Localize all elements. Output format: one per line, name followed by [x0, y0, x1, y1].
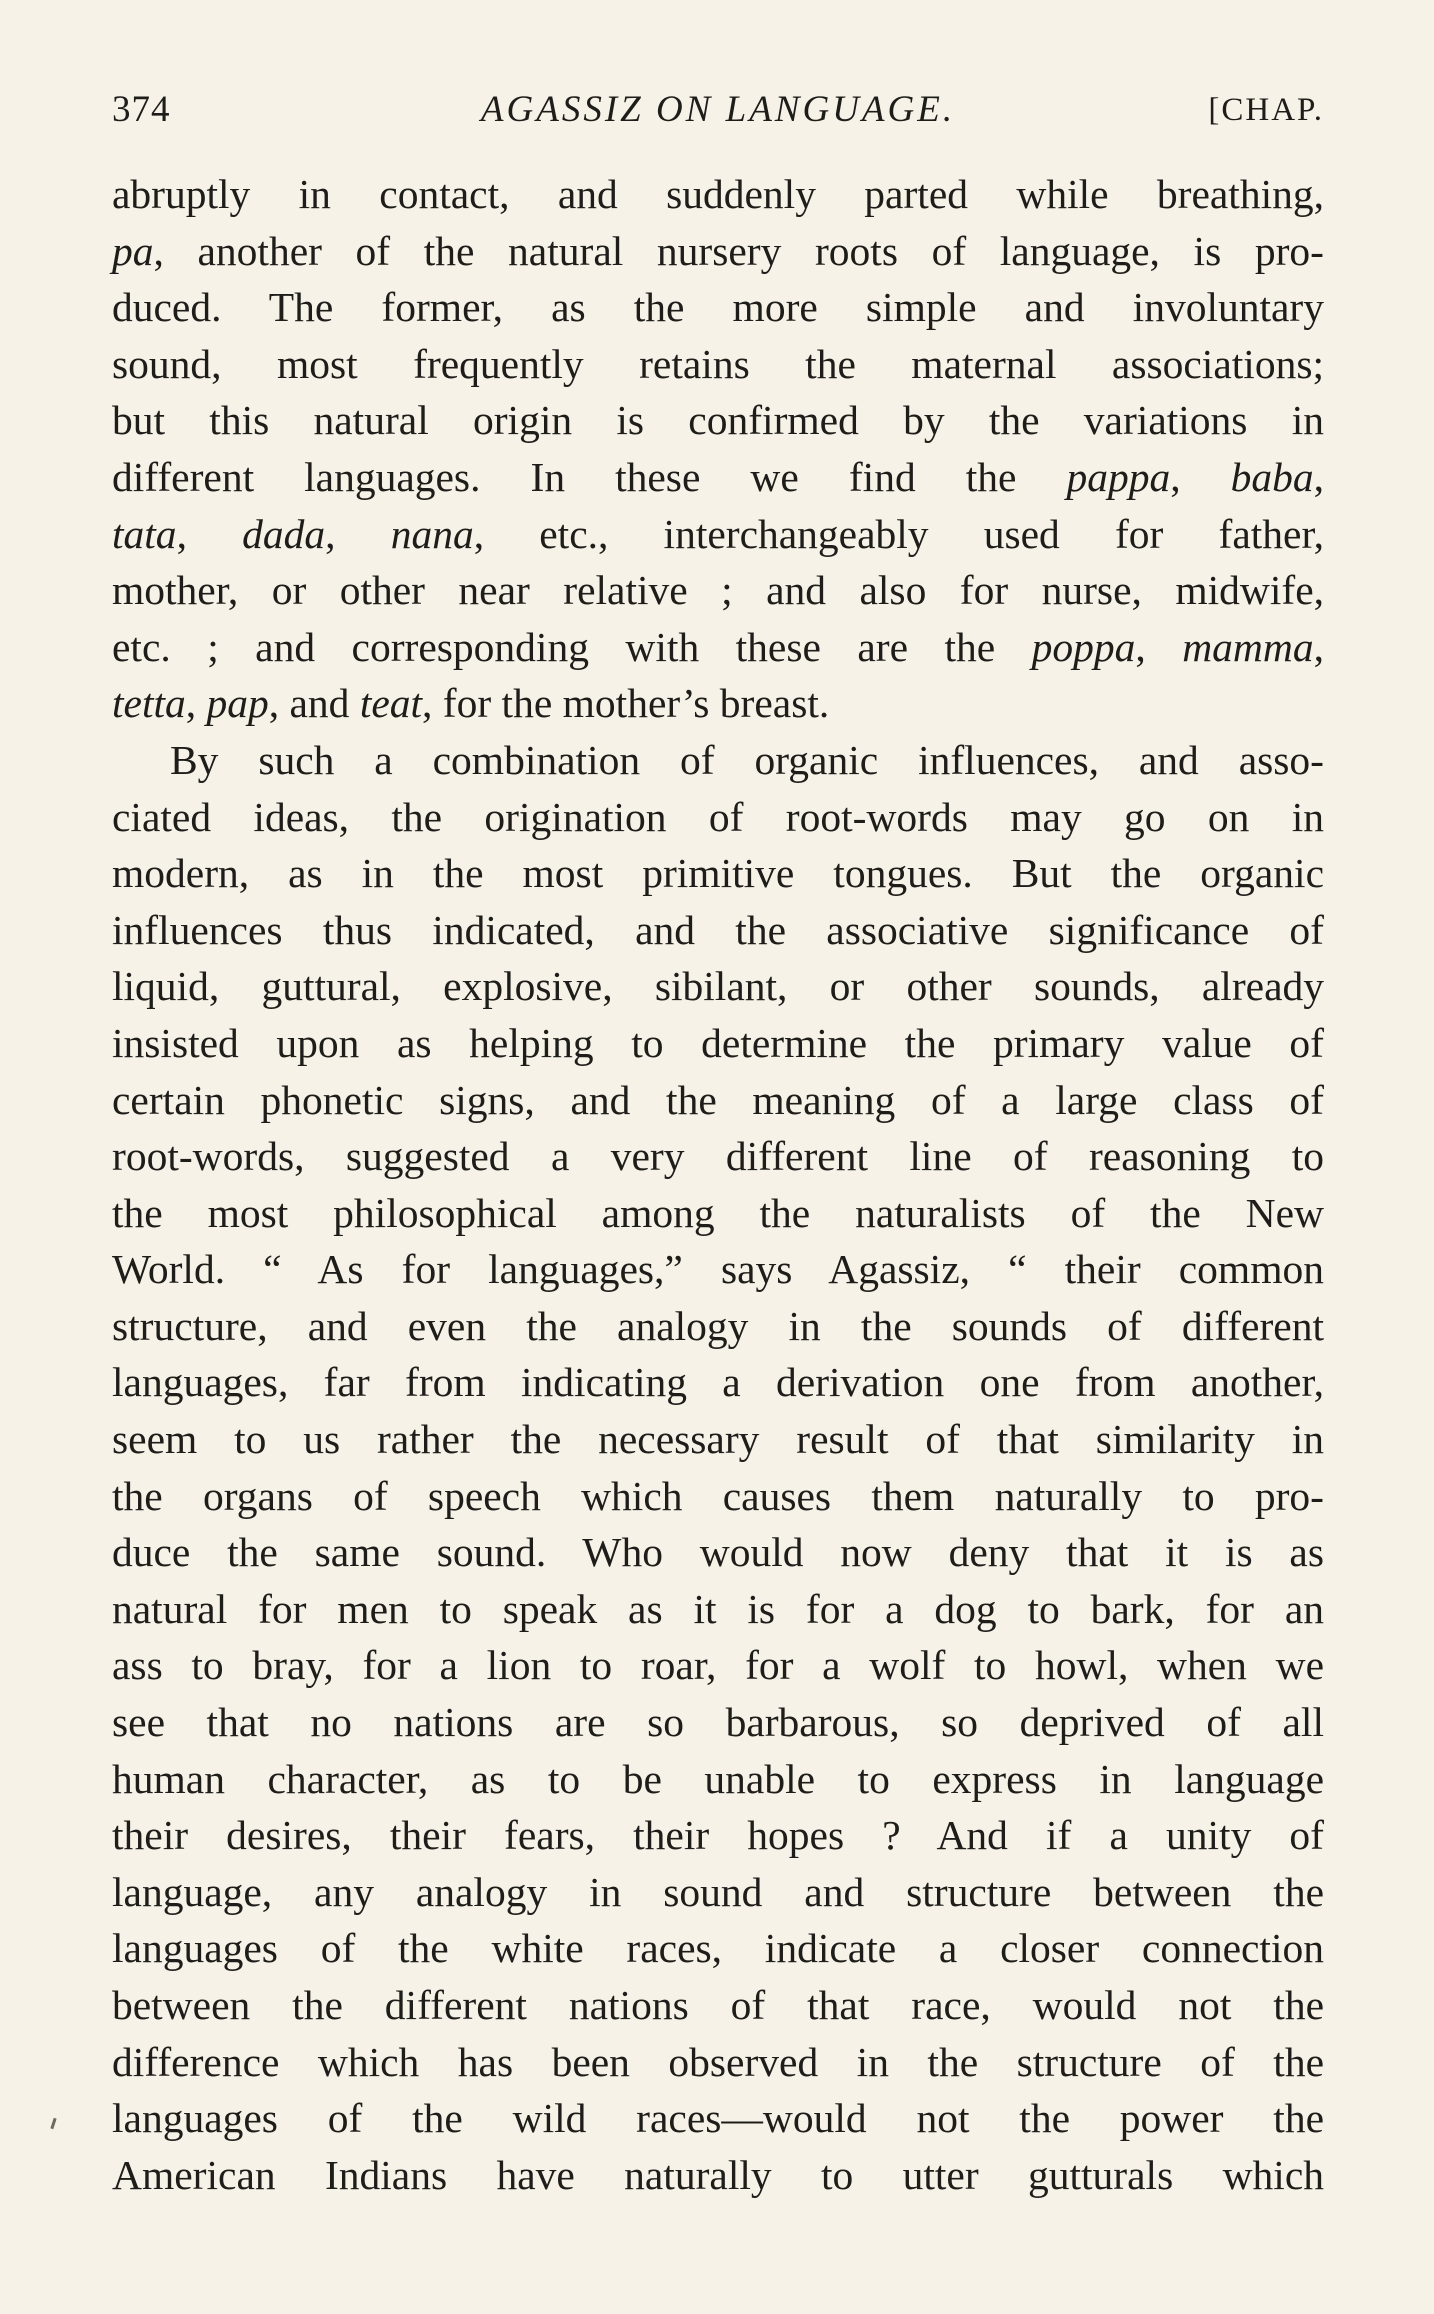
text-line: duced. The former, as the more simple and involuntary [112, 284, 1324, 331]
text-line: different languages. In these we find the pappa, baba, [112, 453, 1325, 500]
text-line: language, any analogy in sound and structure between the [112, 1868, 1324, 1915]
text-line: languages of the white races, indicate a closer connection [112, 1925, 1324, 1972]
text-line: languages of the wild races—would not the power the [112, 2095, 1324, 2142]
text-line: World. “ As for languages,” says Agassiz, “ their common [112, 1246, 1324, 1293]
text-line: abruptly in contact, and suddenly parted while breathing, [112, 171, 1324, 217]
text-line: influences thus indicated, and the associative significance of [112, 906, 1324, 953]
running-head [112, 80, 1324, 140]
text-line: insisted upon as helping to determine the primary value of [112, 1019, 1324, 1066]
text-line: mother, or other near relative ; and also for nurse, midwife, [112, 567, 1324, 614]
text-line: between the different nations of that race, would not the [112, 1982, 1324, 2028]
text-line: etc. ; and corresponding with these are the poppa, mamma, [112, 623, 1324, 670]
text-line: the most philosophical among the naturalists of the New [112, 1189, 1324, 1236]
text-line: certain phonetic signs, and the meaning of a large class of [112, 1076, 1324, 1123]
margin-mark [50, 2118, 56, 2129]
text-line: languages, far from indicating a derivation one from another, [112, 1359, 1324, 1406]
text-line: but this natural origin is confirmed by the variations in [112, 397, 1324, 444]
page-number: 374 [112, 89, 171, 130]
text-line: root-words, suggested a very different line of reasoning to [112, 1133, 1324, 1180]
text-line: human character, as to be unable to express in language [112, 1755, 1324, 1802]
text-line: tetta, pap, and teat, for the mother’s breast. [112, 680, 830, 727]
text-line: the organs of speech which causes them naturally to pro- [112, 1472, 1324, 1519]
text-line: American Indians have naturally to utter gutturals which [112, 2151, 1324, 2198]
text-line: their desires, their fears, their hopes ? And if a unity of [112, 1812, 1324, 1859]
text-line: see that no nations are so barbarous, so deprived of all [112, 1699, 1324, 1746]
text-line: pa, another of the natural nursery roots of language, is pro- [112, 227, 1324, 274]
text-line: difference which has been observed in the structure of the [112, 2038, 1324, 2085]
text-line: natural for men to speak as it is for a dog to bark, for an [112, 1585, 1324, 1632]
text-line: tata, dada, nana, etc., interchangeably used for father, [112, 510, 1325, 557]
body-text [112, 166, 1324, 2203]
running-title: AGASSIZ ON LANGUAGE. [480, 89, 956, 130]
text-line: ass to bray, for a lion to roar, for a wolf to howl, when we [112, 1642, 1324, 1689]
paragraph-start-line: By such a combination of organic influences, and asso- [170, 736, 1324, 783]
text-line: structure, and even the analogy in the sounds of different [112, 1302, 1324, 1349]
text-line: duce the same sound. Who would now deny that it is as [112, 1529, 1324, 1576]
text-line: sound, most frequently retains the maternal associations; [112, 340, 1324, 387]
text-line: ciated ideas, the origination of root-words may go on in [112, 793, 1324, 840]
chapter-mark: [CHAP. [1208, 92, 1324, 128]
text-line: seem to us rather the necessary result of that similarity in [112, 1416, 1324, 1463]
text-line: modern, as in the most primitive tongues. But the organic [112, 850, 1324, 897]
text-line: liquid, guttural, explosive, sibilant, or other sounds, already [112, 963, 1324, 1010]
